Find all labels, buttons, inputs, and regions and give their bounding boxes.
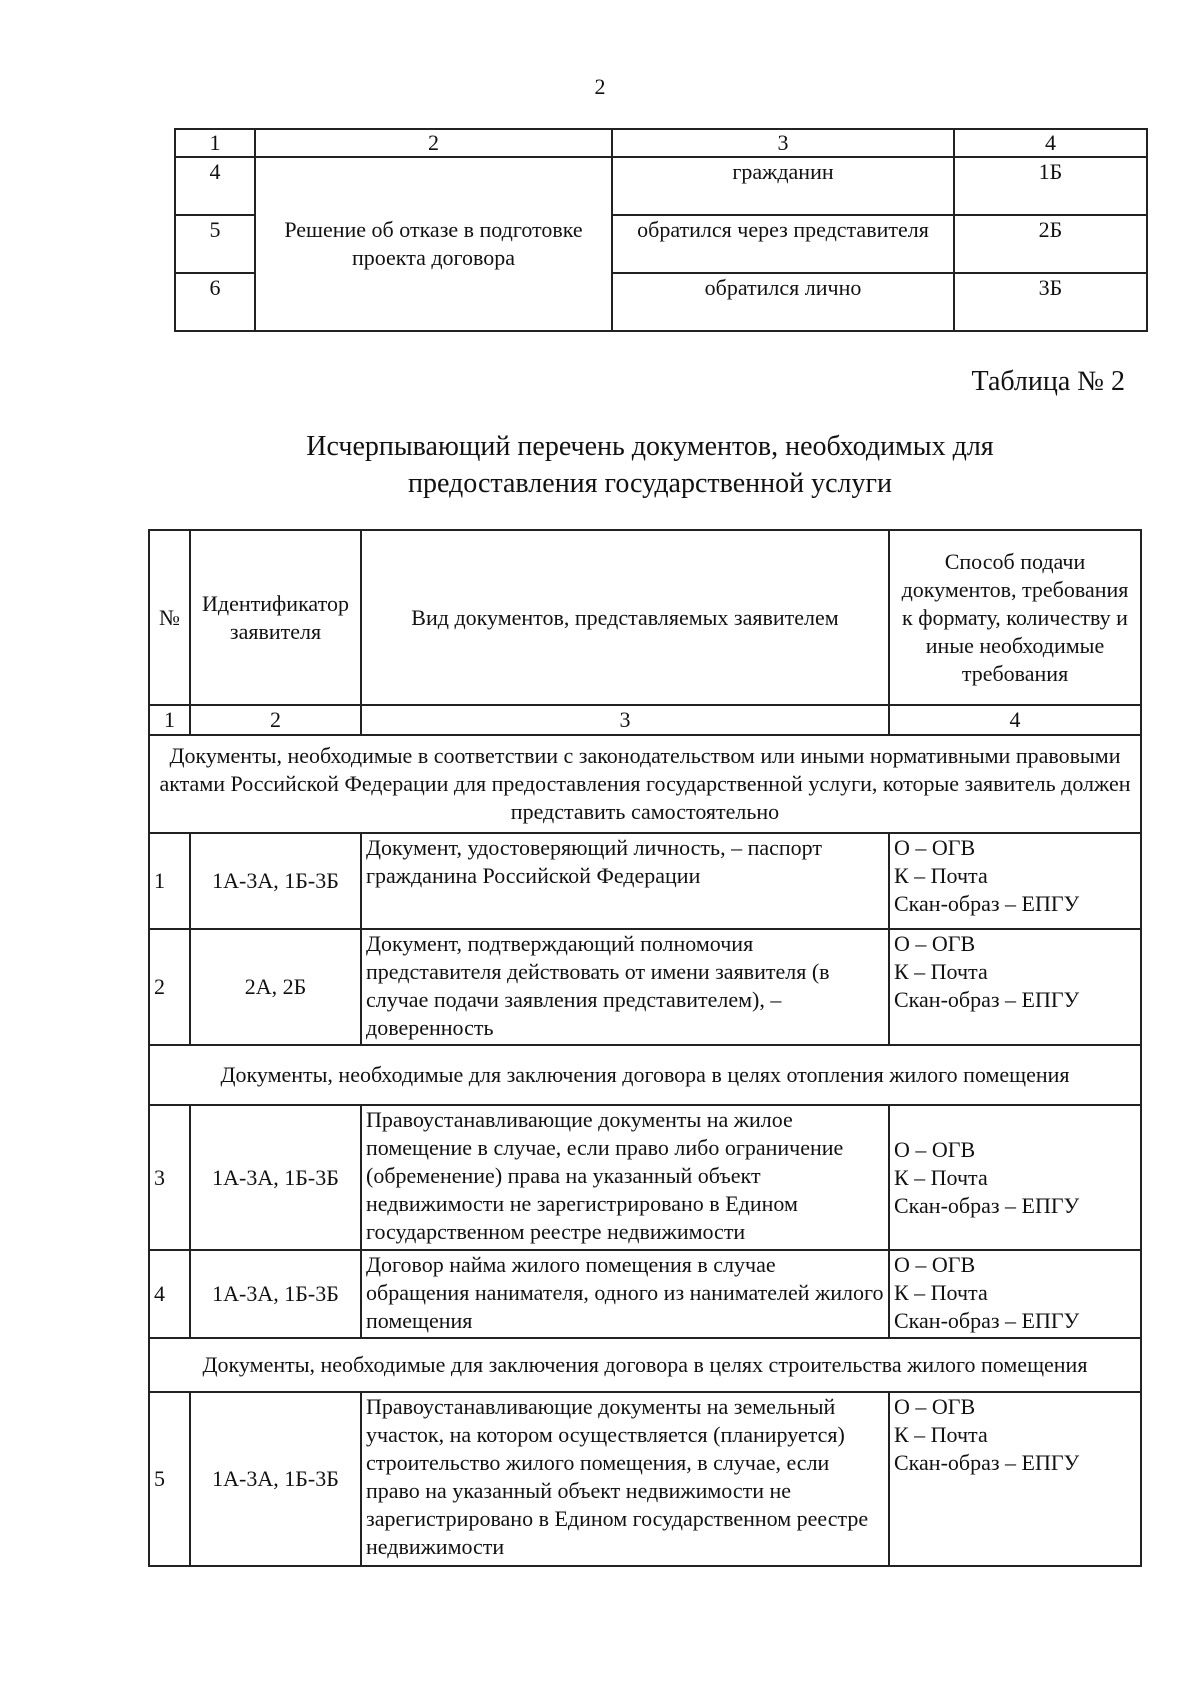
column-number: 4 — [889, 705, 1141, 735]
page-number: 2 — [594, 74, 606, 99]
applicant-ids: 2А, 2Б — [190, 929, 361, 1045]
column-number: 1 — [149, 705, 190, 735]
documents-table — [148, 529, 1142, 1567]
table1-header-cell: 2 — [255, 129, 612, 157]
section-row — [149, 735, 1141, 833]
table1-header-row — [175, 129, 1147, 157]
variant-code: 3Б — [954, 273, 1147, 331]
table1-header-cell: 1 — [175, 129, 255, 157]
submission-method — [889, 929, 1141, 1045]
section-heading: Документы, необходимые для заключения договора в целях отопления жилого помещения — [149, 1045, 1141, 1105]
row-number: 6 — [175, 273, 255, 331]
section-row — [149, 1338, 1141, 1392]
method-epgu: Скан-образ – ЕПГУ — [894, 987, 1080, 1012]
header-method: Способ подачи документов, требования к формату, количеству и иные необходимые требования — [889, 530, 1141, 705]
method-epgu: Скан-образ – ЕПГУ — [894, 891, 1080, 916]
section-row — [149, 1045, 1141, 1105]
method-office: О – ОГВ — [894, 1136, 976, 1162]
submission-method — [889, 833, 1141, 929]
row-number: 1 — [149, 833, 190, 929]
variant-code: 2Б — [954, 215, 1147, 273]
method-post: К – Почта — [894, 959, 988, 984]
header-number: № — [149, 530, 190, 705]
table-row — [149, 1250, 1141, 1338]
table-label: Таблица № 2 — [971, 366, 1125, 397]
section-heading: Документы, необходимые для заключения договора в целях строительства жилого помещения — [149, 1338, 1141, 1392]
table-row — [175, 157, 1147, 215]
table1-header-cell: 4 — [954, 129, 1147, 157]
document-type: Документ, подтверждающий полномочия представителя действовать от имени заявителя (в случае подачи заявления представителем), – доверенность — [361, 929, 889, 1045]
applicant-ids: 1А-3А, 1Б-3Б — [190, 833, 361, 929]
applicant-ids: 1А-3А, 1Б-3Б — [190, 1250, 361, 1338]
applicant-ids: 1А-3А, 1Б-3Б — [190, 1392, 361, 1566]
submission-method — [889, 1105, 1141, 1250]
table-title-line: предоставления государственной услуги — [408, 468, 892, 499]
document-type: Правоустанавливающие документы на земельный участок, на котором осуществляется (планируется) строительство жилого помещения, в случае, если право на указанный объект недвижимости не зарегистрировано в Едином государственном реестре недвижимости — [361, 1392, 889, 1566]
document-type: Правоустанавливающие документы на жилое помещение в случае, если право либо ограничение (обременение) права на указанный объект недвижимости не зарегистрировано в Едином государственном реестре недвижимости — [361, 1105, 889, 1250]
method-office: О – ОГВ — [894, 835, 976, 860]
section-heading: Документы, необходимые в соответствии с законодательством или иными нормативными правовыми актами Российской Федерации для предоставления государственной услуги, которые заявитель должен представить самостоятельно — [149, 735, 1141, 833]
applicant-condition: гражданин — [612, 157, 954, 215]
method-epgu: Скан-образ – ЕПГУ — [894, 1192, 1080, 1218]
column-number: 2 — [190, 705, 361, 735]
row-number: 5 — [149, 1392, 190, 1566]
row-number: 3 — [149, 1105, 190, 1250]
column-number: 3 — [361, 705, 889, 735]
header-identifier: Идентификатор заявителя — [190, 530, 361, 705]
document-type: Документ, удостоверяющий личность, – паспорт гражданина Российской Федерации — [361, 833, 889, 929]
row-number: 5 — [175, 215, 255, 273]
method-office: О – ОГВ — [894, 1252, 976, 1277]
method-office: О – ОГВ — [894, 931, 976, 956]
method-post: К – Почта — [894, 1164, 988, 1190]
applicant-condition: обратился через представителя — [612, 215, 954, 273]
refusal-decision-label: Решение об отказе в подготовке проекта договора — [255, 157, 612, 331]
table-row — [149, 833, 1141, 929]
row-number: 4 — [175, 157, 255, 215]
method-epgu: Скан-образ – ЕПГУ — [894, 1450, 1080, 1475]
row-number: 2 — [149, 929, 190, 1045]
table-row — [149, 1392, 1141, 1566]
header-doc-type: Вид документов, представляемых заявителем — [361, 530, 889, 705]
applicant-ids: 1А-3А, 1Б-3Б — [190, 1105, 361, 1250]
submission-method — [889, 1392, 1141, 1566]
column-numbers-row — [149, 705, 1141, 735]
table-title-line: Исчерпывающий перечень документов, необходимых для — [306, 431, 994, 462]
row-number: 4 — [149, 1250, 190, 1338]
applicant-variants-table — [174, 128, 1148, 332]
table-row — [149, 929, 1141, 1045]
method-epgu: Скан-образ – ЕПГУ — [894, 1308, 1080, 1333]
variant-code: 1Б — [954, 157, 1147, 215]
method-post: К – Почта — [894, 1422, 988, 1447]
method-post: К – Почта — [894, 1280, 988, 1305]
document-type: Договор найма жилого помещения в случае обращения нанимателя, одного из нанимателей жилого помещения — [361, 1250, 889, 1338]
table-row — [149, 1105, 1141, 1250]
table2-header-row — [149, 530, 1141, 705]
method-post: К – Почта — [894, 863, 988, 888]
table1-header-cell: 3 — [612, 129, 954, 157]
table-title — [200, 428, 1100, 502]
method-office: О – ОГВ — [894, 1394, 976, 1419]
applicant-condition: обратился лично — [612, 273, 954, 331]
submission-method — [889, 1250, 1141, 1338]
